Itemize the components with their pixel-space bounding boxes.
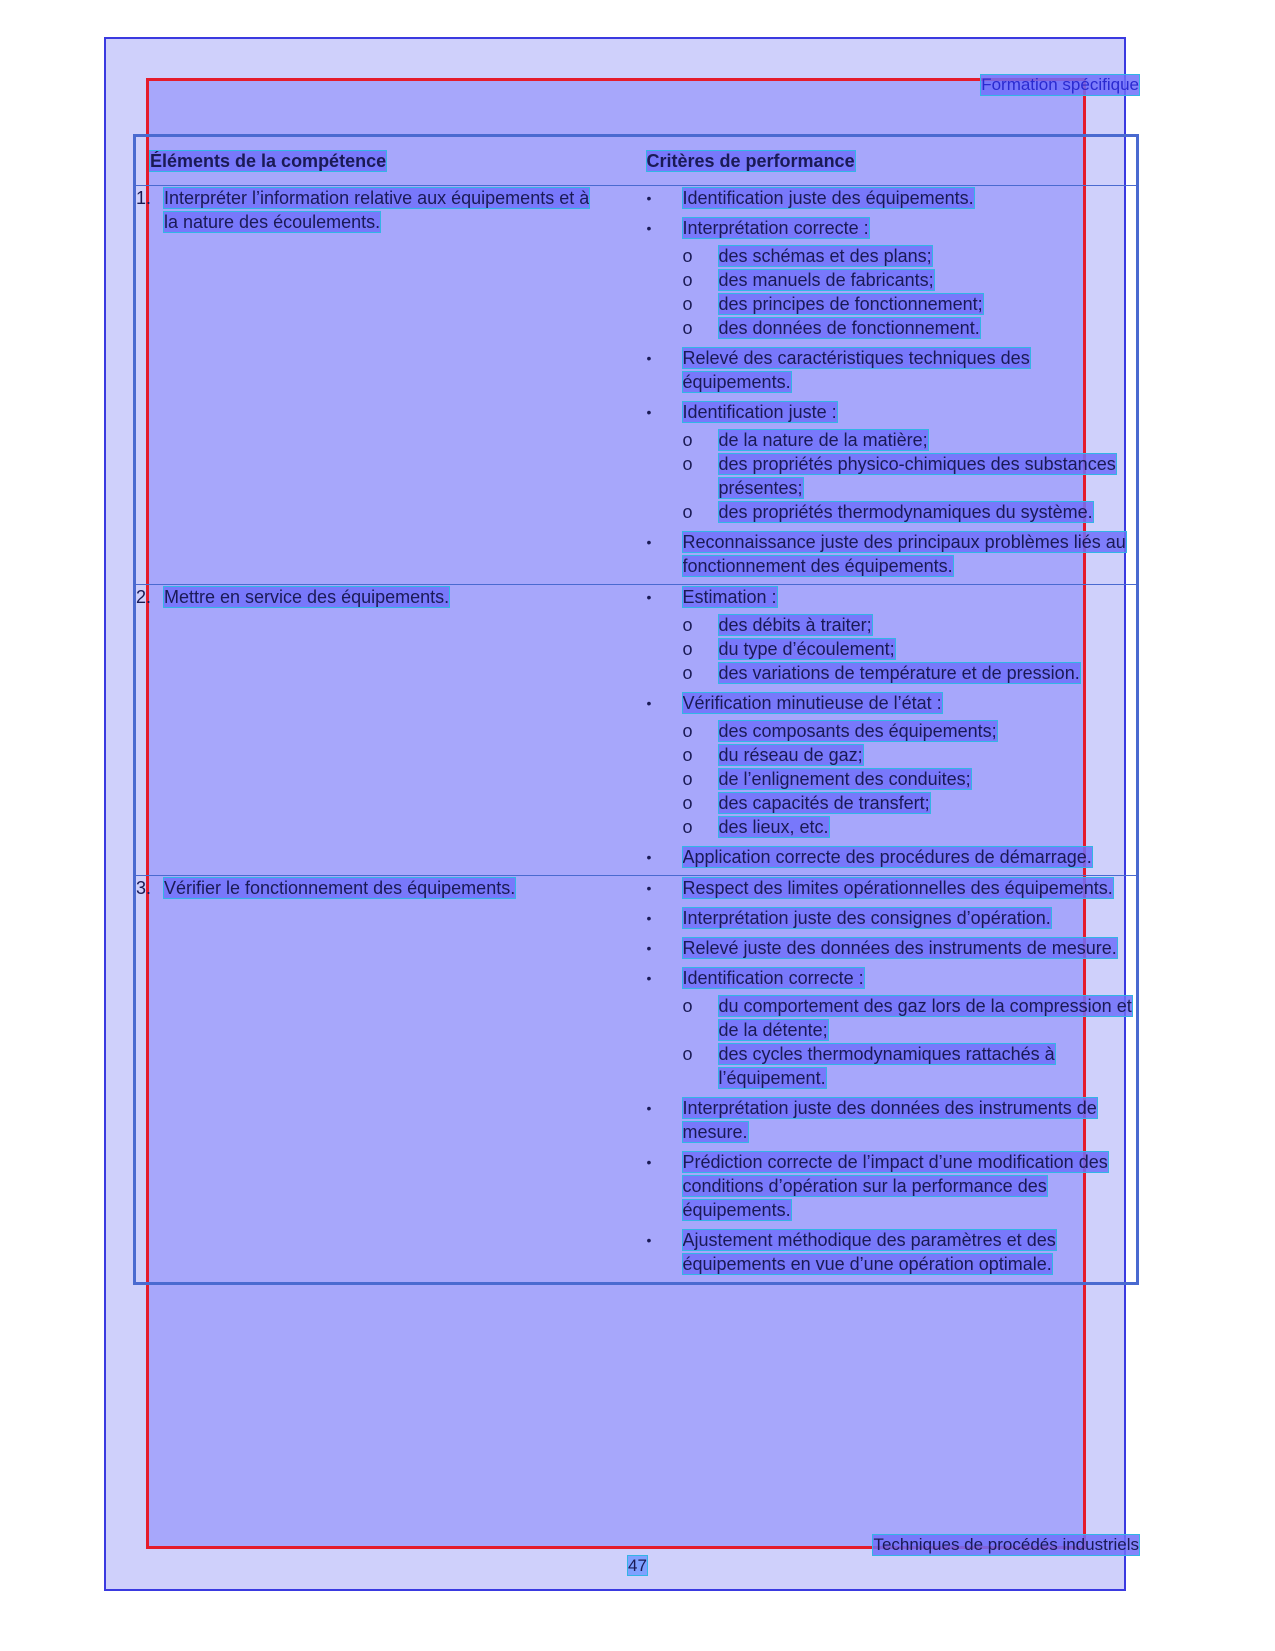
- running-footer: Techniques de procédés industriels: [873, 1535, 1139, 1554]
- circle-bullet-icon: o: [682, 996, 693, 1016]
- criterion-item: [647, 1096, 1137, 1144]
- criterion-item: [647, 186, 1137, 210]
- sub-criterion-text: des débits à traiter;: [718, 615, 872, 635]
- criterion-text: Vérification minutieuse de l’état :: [682, 693, 942, 713]
- criteria-cell: [647, 585, 1138, 876]
- sub-criterion-item: [683, 268, 1137, 292]
- criterion-text: Estimation :: [682, 587, 777, 607]
- criterion-text: Relevé juste des données des instruments de mesure.: [682, 938, 1117, 958]
- column-header-elements: Éléments de la compétence: [135, 136, 647, 186]
- sub-criterion-item: [683, 791, 1137, 815]
- sub-criterion-item: [683, 1042, 1137, 1090]
- sub-criterion-item: [683, 743, 1137, 767]
- table-row: [135, 585, 1138, 876]
- criterion-text: Respect des limites opérationnelles des équipements.: [682, 878, 1113, 898]
- circle-bullet-icon: o: [682, 454, 693, 474]
- sub-criterion-text: des composants des équipements;: [718, 721, 997, 741]
- table-row: [135, 186, 1138, 585]
- sub-criterion-text: des principes de fonctionnement;: [718, 294, 983, 314]
- circle-bullet-icon: o: [682, 318, 693, 338]
- criterion-text: Interprétation correcte :: [682, 218, 869, 238]
- criterion-text: Ajustement méthodique des paramètres et des équipements en vue d’une opération optimale.: [682, 1230, 1056, 1274]
- circle-bullet-icon: o: [682, 1044, 693, 1064]
- bullet-icon: •: [646, 1154, 652, 1170]
- circle-bullet-icon: o: [682, 817, 693, 837]
- element-text: Vérifier le fonctionnement des équipements.: [164, 878, 516, 898]
- bullet-icon: •: [646, 970, 652, 986]
- criterion-text: Application correcte des procédures de démarrage.: [682, 847, 1092, 867]
- sub-criterion-item: [683, 613, 1137, 637]
- circle-bullet-icon: o: [682, 793, 693, 813]
- criteria-cell: [647, 876, 1138, 1284]
- sub-criterion-text: de la nature de la matière;: [718, 430, 928, 450]
- criterion-item: [647, 530, 1137, 578]
- sub-criterion-item: [683, 637, 1137, 661]
- criterion-item: [647, 845, 1137, 869]
- element-number: 1.: [136, 188, 152, 208]
- sub-criterion-text: des propriétés physico-chimiques des substances présentes;: [718, 454, 1116, 498]
- bullet-icon: •: [646, 190, 652, 206]
- criterion-text: Prédiction correcte de l’impact d’une modification des conditions d’opération sur la performance des équipements.: [682, 1152, 1108, 1220]
- sub-criterion-item: [683, 452, 1137, 500]
- table-header-row: [135, 136, 1138, 186]
- bullet-icon: •: [646, 1100, 652, 1116]
- sub-criterion-item: [683, 719, 1137, 743]
- column-header-criteria: Critères de performance: [647, 136, 1138, 186]
- bullet-icon: •: [646, 910, 652, 926]
- sub-criterion-text: du réseau de gaz;: [718, 745, 863, 765]
- sub-criterion-text: de l’enlignement des conduites;: [718, 769, 971, 789]
- sub-criterion-item: [683, 316, 1137, 340]
- sub-criterion-text: des variations de température et de pression.: [718, 663, 1080, 683]
- bullet-icon: •: [646, 880, 652, 896]
- sub-criterion-text: du comportement des gaz lors de la compression et de la détente;: [718, 996, 1132, 1040]
- running-header: Formation spécifique: [981, 75, 1139, 94]
- criterion-text: Interprétation juste des consignes d’opération.: [682, 908, 1051, 928]
- criterion-text: Identification correcte :: [682, 968, 864, 988]
- criterion-item: [647, 346, 1137, 394]
- circle-bullet-icon: o: [682, 246, 693, 266]
- circle-bullet-icon: o: [682, 615, 693, 635]
- criterion-text: Identification juste :: [682, 402, 837, 422]
- sub-criterion-item: [683, 292, 1137, 316]
- sub-criterion-item: [683, 815, 1137, 839]
- sub-criterion-item: [683, 994, 1137, 1042]
- element-number: 3.: [136, 878, 152, 898]
- sub-criterion-item: [683, 428, 1137, 452]
- criteria-cell: [647, 186, 1138, 585]
- bullet-icon: •: [646, 695, 652, 711]
- circle-bullet-icon: o: [682, 663, 693, 683]
- sub-criterion-text: des lieux, etc.: [718, 817, 829, 837]
- bullet-icon: •: [646, 849, 652, 865]
- bullet-icon: •: [646, 589, 652, 605]
- criterion-item: [647, 1150, 1137, 1222]
- circle-bullet-icon: o: [682, 430, 693, 450]
- criterion-item: [647, 400, 1137, 524]
- criterion-item: [647, 216, 1137, 340]
- circle-bullet-icon: o: [682, 270, 693, 290]
- criterion-item: [647, 585, 1137, 685]
- criterion-item: [647, 936, 1137, 960]
- criterion-text: Identification juste des équipements.: [682, 188, 974, 208]
- criterion-item: [647, 966, 1137, 1090]
- bullet-icon: •: [646, 350, 652, 366]
- element-text: Interpréter l’information relative aux équipements et à la nature des écoulements.: [164, 188, 590, 232]
- table-row: [135, 876, 1138, 1284]
- sub-criterion-text: des capacités de transfert;: [718, 793, 930, 813]
- bullet-icon: •: [646, 220, 652, 236]
- circle-bullet-icon: o: [682, 294, 693, 314]
- element-text: Mettre en service des équipements.: [164, 587, 450, 607]
- sub-criterion-item: [683, 244, 1137, 268]
- element-cell: [135, 186, 647, 585]
- element-number: 2.: [136, 587, 152, 607]
- circle-bullet-icon: o: [682, 745, 693, 765]
- page-number: 47: [628, 1556, 647, 1575]
- circle-bullet-icon: o: [682, 721, 693, 741]
- criterion-text: Interprétation juste des données des instruments de mesure.: [682, 1098, 1097, 1142]
- bullet-icon: •: [646, 404, 652, 420]
- sub-criterion-text: des manuels de fabricants;: [718, 270, 934, 290]
- sub-criterion-item: [683, 500, 1137, 524]
- sub-criterion-item: [683, 661, 1137, 685]
- bullet-icon: •: [646, 1232, 652, 1248]
- competence-table: [133, 134, 1139, 1285]
- sub-criterion-item: [683, 767, 1137, 791]
- criterion-text: Relevé des caractéristiques techniques des équipements.: [682, 348, 1030, 392]
- criterion-item: [647, 691, 1137, 839]
- element-cell: [135, 876, 647, 1284]
- criterion-item: [647, 876, 1137, 900]
- sub-criterion-text: des schémas et des plans;: [718, 246, 932, 266]
- circle-bullet-icon: o: [682, 502, 693, 522]
- bullet-icon: •: [646, 534, 652, 550]
- sub-criterion-text: des propriétés thermodynamiques du système.: [718, 502, 1093, 522]
- criterion-item: [647, 906, 1137, 930]
- circle-bullet-icon: o: [682, 639, 693, 659]
- element-cell: [135, 585, 647, 876]
- criterion-item: [647, 1228, 1137, 1276]
- sub-criterion-text: du type d’écoulement;: [718, 639, 895, 659]
- criterion-text: Reconnaissance juste des principaux problèmes liés au fonctionnement des équipements.: [682, 532, 1126, 576]
- sub-criterion-text: des données de fonctionnement.: [718, 318, 980, 338]
- sub-criterion-text: des cycles thermodynamiques rattachés à l’équipement.: [718, 1044, 1055, 1088]
- circle-bullet-icon: o: [682, 769, 693, 789]
- bullet-icon: •: [646, 940, 652, 956]
